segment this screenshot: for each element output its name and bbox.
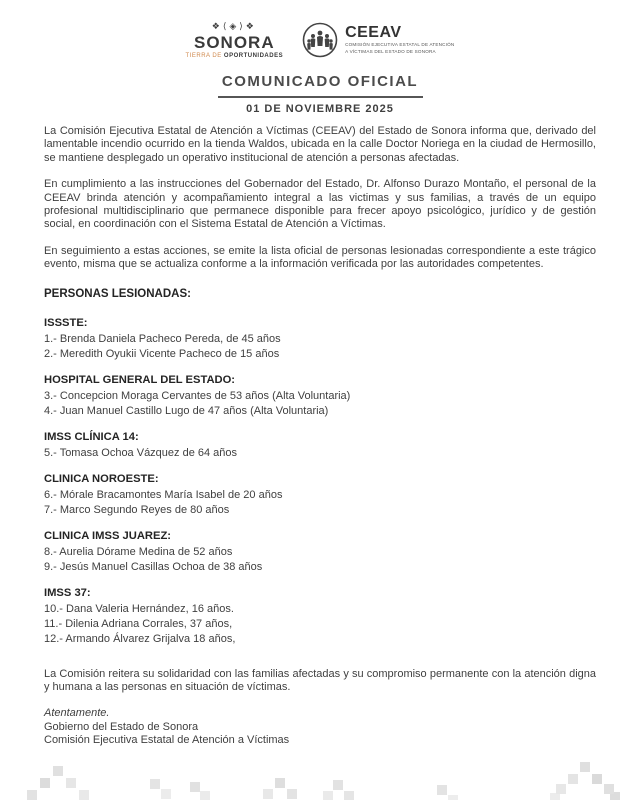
section-issste: [44, 316, 596, 362]
pixel-decoration: [27, 766, 37, 776]
sonora-tagline: [186, 53, 284, 59]
sonora-tagline-right: OPORTUNIDADES: [223, 52, 284, 59]
section-heading: CLINICA IMSS JUAREZ:: [44, 529, 172, 542]
pixel-decoration: [150, 779, 160, 789]
section-items: [44, 488, 596, 518]
ceeav-logo-subtitle-1: COMISIÓN EJECUTIVA ESTATAL DE ATENCIÓN: [345, 42, 455, 48]
paragraph-list-announcement: En seguimiento a estas acciones, se emite la lista oficial de personas lesionadas correspondiente a este trágico evento, misma que se actualiza conforme a la información verificada por las autoridades competentes.: [44, 244, 596, 271]
injured-list-title: PERSONAS LESIONADAS:: [44, 287, 191, 300]
section-items: [44, 545, 596, 575]
pixel-decoration: [323, 780, 333, 790]
ceeav-logo-text: [345, 25, 454, 54]
injured-person-item: 11.- Dilenia Adriana Corrales, 37 años,: [44, 617, 233, 630]
signature-block: [44, 707, 596, 748]
signature-salutation: Atentamente.: [44, 707, 110, 720]
injured-person-item: 5.- Tomasa Ochoa Vázquez de 64 años: [44, 446, 238, 459]
injured-person-item: 6.- Mórale Bracamontes María Isabel de 20 años: [44, 488, 283, 501]
section-heading: ISSSTE:: [44, 316, 88, 329]
injured-person-item: 9.- Jesús Manuel Casillas Ochoa de 38 años: [44, 560, 263, 573]
section-clinica-imss-juarez: [44, 529, 596, 575]
section-heading: CLINICA NOROESTE:: [44, 472, 159, 485]
paragraph-intro: La Comisión Ejecutiva Estatal de Atención a Víctimas (CEEAV) del Estado de Sonora informa que, derivado del lamentable incendio ocurrido en la tienda Waldos, ubicada en la calle Doctor Noriega en la ciudad de Hermosillo, se mantiene desplegado un operativo institucional de atención a personas afectadas.: [44, 125, 596, 164]
injured-person-item: 10.- Dana Valeria Hernández, 16 años.: [44, 602, 234, 615]
pixel-decoration: [437, 785, 447, 795]
section-heading: IMSS CLÍNICA 14:: [44, 430, 139, 443]
sonora-logo-name: SONORA: [194, 32, 275, 52]
sonora-mark-icon: ❖⟨◈⟩❖: [211, 20, 257, 31]
document-body: [0, 115, 640, 748]
section-hospital-general: [44, 373, 596, 419]
section-items: [44, 602, 596, 647]
injured-person-item: 3.- Concepcion Moraga Cervantes de 53 años (Alta Voluntaria): [44, 389, 351, 402]
section-imss-37: [44, 586, 596, 647]
injured-person-item: 8.- Aurelia Dórame Medina de 52 años: [44, 545, 233, 558]
logo-row: [0, 16, 640, 64]
section-heading: IMSS 37:: [44, 586, 91, 599]
ceeav-logo-name: CEEAV: [345, 24, 402, 42]
ceeav-logo-subtitle-2: A VÍCTIMAS DEL ESTADO DE SONORA: [345, 49, 436, 54]
injured-person-item: 4.- Juan Manuel Castillo Lugo de 47 años (Alta Voluntaria): [44, 404, 329, 417]
document-header: [0, 0, 640, 115]
injured-person-item: 1.- Brenda Daniela Pacheco Pereda, de 45 años: [44, 332, 281, 345]
pixel-decoration: [548, 762, 558, 772]
paragraph-instructions: En cumplimiento a las instrucciones del Gobernador del Estado, Dr. Alfonso Durazo Montaño, el personal de la CEEAV brinda atención y acompañamiento integral a las victimas y sus familias, a través de un equipo profesional multidisciplinario que permanece disponible para frecer apoyo psicológico, jurídico y de gestión social, en coordinación con el Sistema Estatal de Atención a Víctimas.: [44, 178, 596, 231]
document-title: COMUNICADO OFICIAL: [221, 73, 419, 90]
section-items: [44, 389, 596, 419]
document-date: 01 DE NOVIEMBRE 2025: [246, 103, 394, 115]
section-imss-clinica-14: [44, 430, 596, 461]
injured-person-item: 2.- Meredith Oyukii Vicente Pacheco de 15 años: [44, 347, 280, 360]
sonora-tagline-left: TIERRA DE: [185, 52, 222, 59]
sonora-logo: [186, 22, 284, 59]
paragraph-closing: La Comisión reitera su solidaridad con las familias afectadas y su compromiso permanente con la atención digna y humana a las personas en situación de víctimas.: [44, 667, 596, 694]
section-clinica-noroeste: [44, 472, 596, 518]
signature-commission: Comisión Ejecutiva Estatal de Atención a Víctimas: [44, 734, 290, 747]
injured-person-item: 7.- Marco Segundo Reyes de 80 años: [44, 503, 230, 516]
ceeav-logo: [301, 21, 454, 59]
section-items: [44, 446, 596, 461]
title-divider: [218, 96, 423, 98]
section-items: [44, 332, 596, 362]
ceeav-people-icon: [301, 21, 339, 59]
pixel-decoration: [190, 782, 200, 792]
signature-government: Gobierno del Estado de Sonora: [44, 720, 199, 733]
section-heading: HOSPITAL GENERAL DEL ESTADO:: [44, 373, 236, 386]
pixel-decoration: [263, 778, 273, 788]
injured-person-item: 12.- Armando Álvarez Grijalva 18 años,: [44, 632, 236, 645]
